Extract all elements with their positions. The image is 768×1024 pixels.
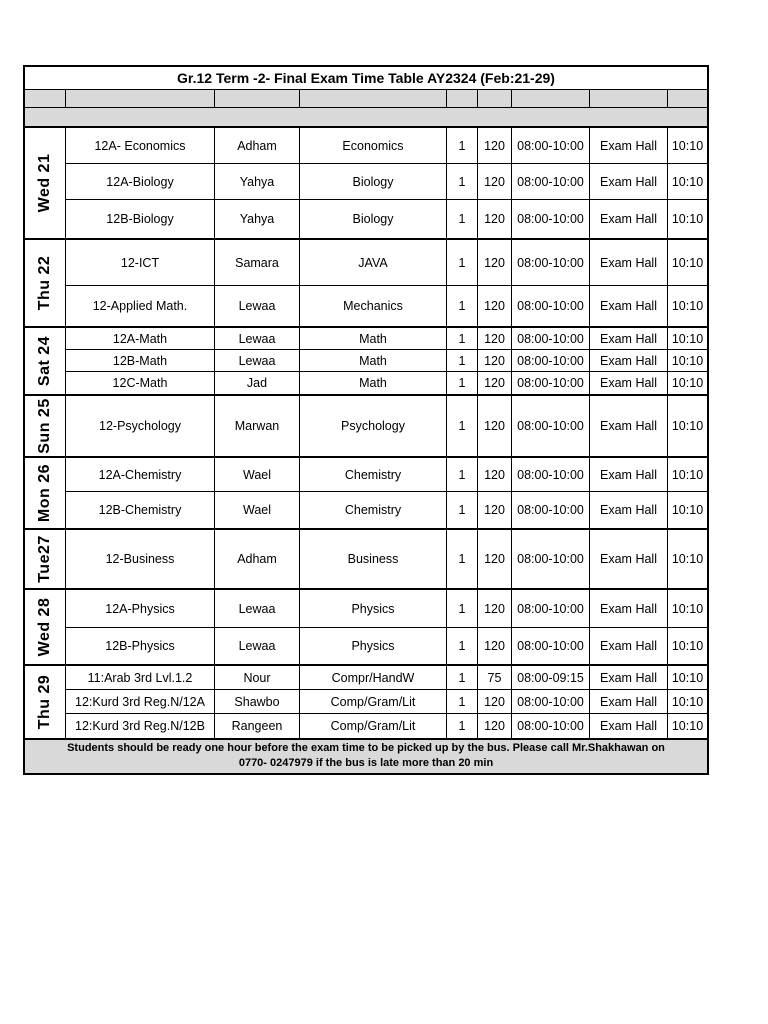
subject-cell: 12:Kurd 3rd Reg.N/12A	[66, 690, 215, 713]
count-cell: 1	[447, 240, 478, 285]
end-time-cell: 10:10	[671, 719, 704, 733]
teacher-cell: Yahya	[215, 164, 300, 199]
day-group	[25, 396, 707, 458]
count-cell: 1	[447, 530, 478, 588]
end-time-cell: 10:10	[671, 255, 704, 270]
teacher-cell: Lewaa	[215, 628, 300, 664]
teacher-cell: Wael	[215, 458, 300, 491]
subject-cell: 12B-Chemistry	[66, 492, 215, 528]
end-time-cell: 10:10	[671, 552, 704, 566]
subject-cell: 12A-Chemistry	[66, 458, 215, 491]
subject-cell: 12B-Math	[66, 350, 215, 371]
count-cell: 1	[447, 492, 478, 528]
time-cell: 08:00-10:00	[512, 458, 590, 491]
duration-cell: 120	[478, 372, 512, 394]
table-row	[66, 666, 707, 690]
time-cell: 08:00-10:00	[512, 128, 590, 163]
time-cell: 08:00-10:00	[512, 530, 590, 588]
topic-cell: Chemistry	[300, 492, 447, 528]
table-row	[66, 328, 707, 350]
location-cell: Exam Hall	[590, 240, 668, 285]
end-time-cell: 10:10	[671, 639, 704, 653]
topic-cell: Economics	[300, 128, 447, 163]
end-time-cell: 10:10	[671, 503, 704, 517]
teacher-cell: Lewaa	[215, 286, 300, 326]
teacher-cell: Lewaa	[215, 350, 300, 371]
header-cell	[25, 90, 66, 107]
table-row	[66, 372, 707, 394]
topic-cell: Business	[300, 530, 447, 588]
header-cell	[590, 90, 668, 107]
day-label: Tue27	[36, 535, 53, 583]
table-row	[66, 350, 707, 372]
teacher-cell: Nour	[215, 666, 300, 689]
duration-cell: 120	[478, 590, 512, 627]
bus-notice-line: 0770- 0247979 if the bus is late more than 20 min	[238, 757, 494, 769]
header-cell	[66, 90, 215, 107]
teacher-cell: Samara	[215, 240, 300, 285]
end-time-cell: 10:10	[671, 670, 704, 685]
duration-cell: 120	[478, 240, 512, 285]
exam-timetable	[23, 65, 709, 775]
day-label: Mon 26	[36, 463, 53, 523]
count-cell: 1	[447, 590, 478, 627]
topic-cell: Comp/Gram/Lit	[300, 690, 447, 713]
duration-cell: 120	[478, 396, 512, 456]
teacher-cell: Lewaa	[215, 328, 300, 349]
time-cell: 08:00-10:00	[512, 372, 590, 394]
count-cell: 1	[447, 200, 478, 238]
duration-cell: 120	[478, 286, 512, 326]
duration-cell: 120	[478, 690, 512, 713]
table-row	[66, 286, 707, 326]
teacher-cell: Shawbo	[215, 690, 300, 713]
count-cell: 1	[447, 628, 478, 664]
count-cell: 1	[447, 458, 478, 491]
time-cell: 08:00-09:15	[512, 666, 590, 689]
day-label-cell	[25, 458, 66, 528]
subject-cell: 12-Applied Math.	[66, 286, 215, 326]
day-group	[25, 590, 707, 666]
time-cell: 08:00-10:00	[512, 492, 590, 528]
subject-cell: 12-Business	[66, 530, 215, 588]
count-cell: 1	[447, 128, 478, 163]
duration-cell: 120	[478, 714, 512, 738]
subject-cell: 12-Psychology	[66, 396, 215, 456]
day-label-cell	[25, 590, 66, 664]
bus-notice	[25, 740, 707, 773]
teacher-cell: Adham	[215, 128, 300, 163]
count-cell: 1	[447, 328, 478, 349]
count-cell: 1	[447, 286, 478, 326]
table-row	[66, 628, 707, 664]
topic-cell: Biology	[300, 164, 447, 199]
subject-cell: 12A-Math	[66, 328, 215, 349]
end-time-cell: 10:10	[671, 299, 704, 313]
header-cell	[512, 90, 590, 107]
count-cell: 1	[447, 396, 478, 456]
count-cell: 1	[447, 350, 478, 371]
table-row	[66, 396, 707, 456]
subject-cell: 12A- Economics	[66, 128, 215, 163]
bus-notice-line: Students should be ready one hour before the exam time to be picked up by the bus. Please call Mr.Shakhawan on	[67, 742, 665, 754]
end-time-cell: 10:10	[671, 376, 704, 390]
table-row	[66, 164, 707, 200]
day-label: Wed 21	[36, 153, 53, 213]
day-label-cell	[25, 396, 66, 456]
header-cell	[300, 90, 447, 107]
topic-cell: Chemistry	[300, 458, 447, 491]
end-time-cell: 10:10	[671, 138, 704, 153]
time-cell: 08:00-10:00	[512, 628, 590, 664]
duration-cell: 120	[478, 350, 512, 371]
duration-cell: 120	[478, 128, 512, 163]
duration-cell: 120	[478, 492, 512, 528]
end-time-cell: 10:10	[671, 212, 704, 226]
end-time-cell: 10:10	[671, 353, 704, 368]
time-cell: 08:00-10:00	[512, 350, 590, 371]
day-group	[25, 530, 707, 590]
header-cell	[668, 90, 707, 107]
count-cell: 1	[447, 372, 478, 394]
table-row	[66, 492, 707, 528]
day-label-cell	[25, 328, 66, 394]
table-row	[66, 200, 707, 238]
location-cell: Exam Hall	[590, 492, 668, 528]
teacher-cell: Rangeen	[215, 714, 300, 738]
duration-cell: 120	[478, 200, 512, 238]
location-cell: Exam Hall	[590, 396, 668, 456]
duration-cell: 120	[478, 628, 512, 664]
count-cell: 1	[447, 714, 478, 738]
time-cell: 08:00-10:00	[512, 240, 590, 285]
teacher-cell: Adham	[215, 530, 300, 588]
day-label-cell	[25, 530, 66, 588]
location-cell: Exam Hall	[590, 458, 668, 491]
page-title: Gr.12 Term -2- Final Exam Time Table AY2324 (Feb:21-29)	[25, 67, 707, 90]
duration-cell: 120	[478, 530, 512, 588]
time-cell: 08:00-10:00	[512, 286, 590, 326]
subject-cell: 12:Kurd 3rd Reg.N/12B	[66, 714, 215, 738]
location-cell: Exam Hall	[590, 200, 668, 238]
subject-cell: 12-ICT	[66, 240, 215, 285]
topic-cell: Compr/HandW	[300, 666, 447, 689]
day-label: Sun 25	[36, 398, 53, 454]
day-label: Thu 29	[36, 674, 53, 730]
day-label: Wed 28	[36, 597, 53, 657]
teacher-cell: Marwan	[215, 396, 300, 456]
location-cell: Exam Hall	[590, 372, 668, 394]
topic-cell: Physics	[300, 628, 447, 664]
location-cell: Exam Hall	[590, 350, 668, 371]
subject-cell: 11:Arab 3rd Lvl.1.2	[66, 666, 215, 689]
day-label-cell	[25, 240, 66, 326]
subject-cell: 12B-Physics	[66, 628, 215, 664]
topic-cell: JAVA	[300, 240, 447, 285]
subject-cell: 12A-Physics	[66, 590, 215, 627]
location-cell: Exam Hall	[590, 286, 668, 326]
topic-cell: Psychology	[300, 396, 447, 456]
end-time-cell: 10:10	[671, 467, 704, 482]
table-row	[66, 458, 707, 492]
duration-cell: 120	[478, 328, 512, 349]
day-group	[25, 128, 707, 240]
location-cell: Exam Hall	[590, 590, 668, 627]
subject-cell: 12A-Biology	[66, 164, 215, 199]
end-time-cell: 10:10	[671, 419, 704, 433]
duration-cell: 120	[478, 458, 512, 491]
location-cell: Exam Hall	[590, 666, 668, 689]
day-group	[25, 328, 707, 396]
day-label: Thu 22	[36, 255, 53, 311]
time-cell: 08:00-10:00	[512, 396, 590, 456]
duration-cell: 120	[478, 164, 512, 199]
location-cell: Exam Hall	[590, 128, 668, 163]
day-group	[25, 240, 707, 328]
teacher-cell: Wael	[215, 492, 300, 528]
timetable-body	[25, 128, 707, 740]
count-cell: 1	[447, 666, 478, 689]
table-row	[66, 240, 707, 286]
day-label: Sat 24	[36, 335, 53, 387]
topic-cell: Comp/Gram/Lit	[300, 714, 447, 738]
duration-cell: 75	[478, 666, 512, 689]
topic-cell: Math	[300, 350, 447, 371]
location-cell: Exam Hall	[590, 628, 668, 664]
day-label-cell	[25, 128, 66, 238]
table-row	[66, 530, 707, 588]
table-row	[66, 128, 707, 164]
time-cell: 08:00-10:00	[512, 690, 590, 713]
table-row	[66, 714, 707, 738]
day-group	[25, 666, 707, 740]
topic-cell: Biology	[300, 200, 447, 238]
time-cell: 08:00-10:00	[512, 164, 590, 199]
table-row	[66, 690, 707, 714]
teacher-cell: Jad	[215, 372, 300, 394]
topic-cell: Mechanics	[300, 286, 447, 326]
header-cell	[215, 90, 300, 107]
time-cell: 08:00-10:00	[512, 590, 590, 627]
teacher-cell: Lewaa	[215, 590, 300, 627]
header-band	[25, 108, 707, 128]
time-cell: 08:00-10:00	[512, 328, 590, 349]
end-time-cell: 10:10	[671, 174, 704, 189]
location-cell: Exam Hall	[590, 530, 668, 588]
location-cell: Exam Hall	[590, 164, 668, 199]
topic-cell: Physics	[300, 590, 447, 627]
topic-cell: Math	[300, 372, 447, 394]
end-time-cell: 10:10	[671, 694, 704, 709]
end-time-cell: 10:10	[671, 601, 704, 616]
location-cell: Exam Hall	[590, 328, 668, 349]
subject-cell: 12B-Biology	[66, 200, 215, 238]
location-cell: Exam Hall	[590, 714, 668, 738]
header-cell	[447, 90, 478, 107]
header-row	[25, 90, 707, 108]
count-cell: 1	[447, 690, 478, 713]
teacher-cell: Yahya	[215, 200, 300, 238]
time-cell: 08:00-10:00	[512, 714, 590, 738]
time-cell: 08:00-10:00	[512, 200, 590, 238]
count-cell: 1	[447, 164, 478, 199]
topic-cell: Math	[300, 328, 447, 349]
end-time-cell: 10:10	[671, 331, 704, 346]
day-label-cell	[25, 666, 66, 738]
location-cell: Exam Hall	[590, 690, 668, 713]
subject-cell: 12C-Math	[66, 372, 215, 394]
table-row	[66, 590, 707, 628]
header-cell	[478, 90, 512, 107]
day-group	[25, 458, 707, 530]
